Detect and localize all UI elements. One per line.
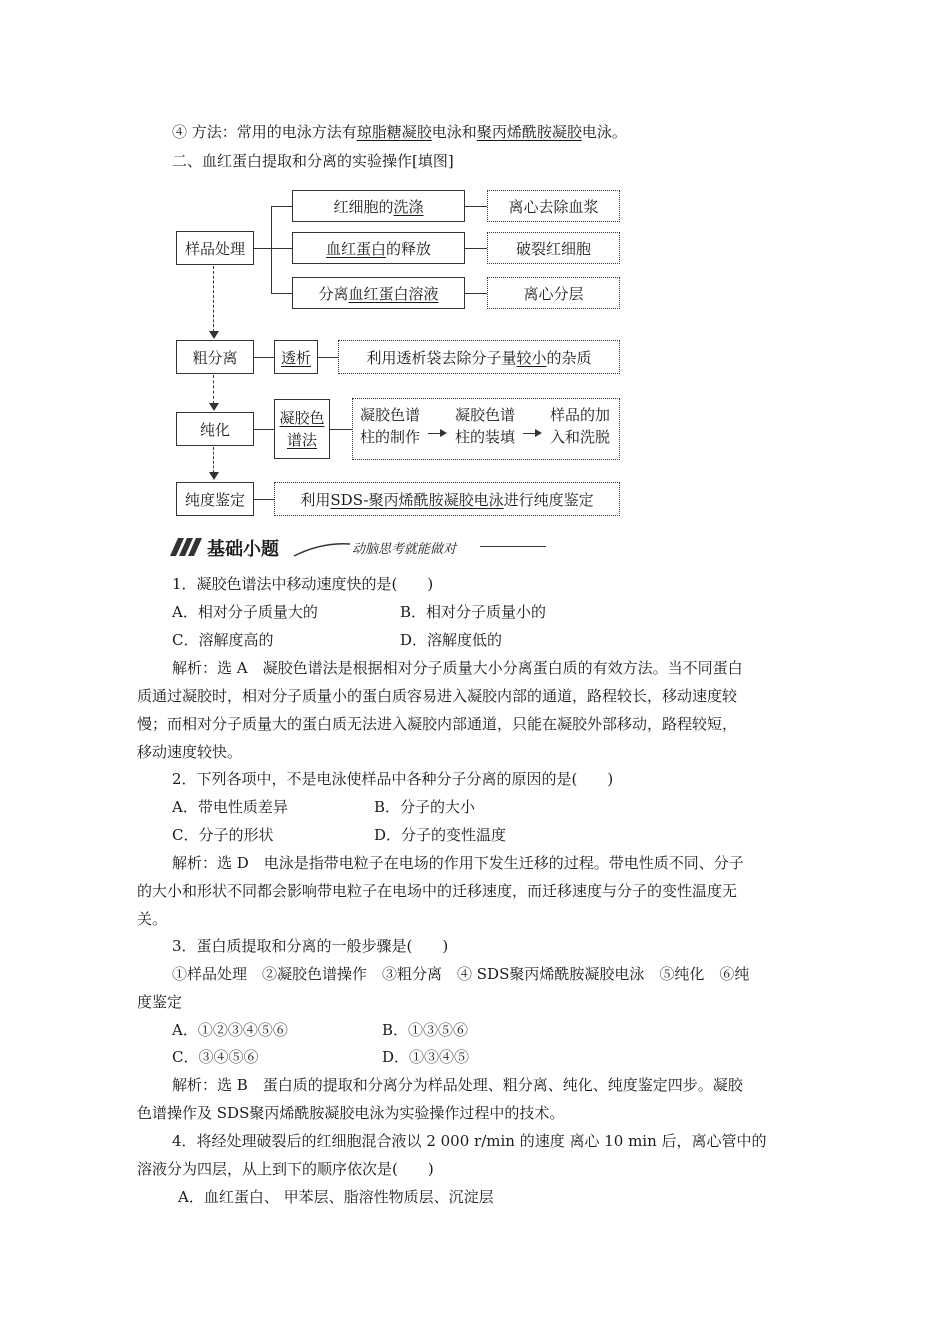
banner-swoosh-icon (292, 540, 352, 558)
q4-option-a: A．血红蛋白、 甲苯层、脂溶性物质层、沉淀层 (178, 1188, 494, 1206)
sample-load-1: 样品的加 (549, 406, 610, 424)
wash-note-box (487, 190, 620, 222)
release-note-box (487, 232, 620, 264)
connector (271, 248, 292, 249)
question-2-stem: 2．下列各项中，不是电泳使样品中各种分子分离的原因的是( ) (172, 770, 614, 788)
q2-analysis-2: 的大小和形状不同都会影响带电粒子在电场中的迁移速度，而迁移速度与分子的变性温度无 (137, 882, 738, 900)
q2-option-c: C．分子的形状 (172, 826, 274, 844)
connector (254, 248, 272, 249)
gel-chromatography-term-1: 凝胶色 (279, 409, 325, 427)
separate-note: 离心分层 (523, 284, 584, 303)
q2-option-d: D．分子的变性温度 (374, 826, 507, 844)
dialysis-note-term: 较小 (516, 348, 547, 367)
flow-arrow-head (209, 472, 219, 480)
q1-analysis-2: 质通过凝胶时，相对分子质量小的蛋白质容易进入凝胶内部的通道，路程较长，移动速度较 (137, 687, 738, 705)
connector (271, 206, 272, 293)
separate-step-term: 血红蛋白溶液 (348, 284, 439, 303)
purity-label: 纯度鉴定 (184, 490, 245, 509)
method-prefix: ④ 方法：常用的电泳方法有 (172, 123, 357, 141)
dialysis-note-prefix: 利用透析袋去除分子量 (366, 348, 517, 367)
release-note: 破裂红细胞 (515, 239, 591, 258)
connector (254, 429, 274, 430)
connector (465, 206, 487, 207)
connector (318, 357, 338, 358)
method-line (172, 122, 627, 142)
q3-option-c: C．③④⑤⑥ (172, 1048, 259, 1066)
coarse-separation-label: 粗分离 (192, 348, 238, 367)
wash-step-term: 洗涤 (393, 197, 424, 216)
question-1-stem: 1．凝胶色谱法中移动速度快的是( ) (172, 575, 434, 593)
q2-analysis-1: 解析：选 D 电泳是指带电粒子在电场的作用下发生迁移的过程。带电性质不同、分子 (172, 854, 744, 872)
separate-step-prefix: 分离 (318, 284, 349, 303)
q2-analysis-3: 关。 (137, 910, 168, 928)
sample-processing-label: 样品处理 (184, 239, 245, 258)
dialysis-box (274, 340, 318, 374)
separate-step-box (292, 277, 465, 309)
purity-box (176, 482, 254, 516)
connector (465, 293, 487, 294)
section-title: 二、血红蛋白提取和分离的实验操作[填图] (172, 152, 454, 170)
q3-option-a: A．①②③④⑤⑥ (172, 1021, 288, 1039)
banner-subtitle: 动脑思考就能做对 (352, 542, 457, 557)
wash-step-prefix: 红细胞的 (333, 197, 394, 216)
q2-option-a: A．带电性质差异 (172, 798, 288, 816)
wash-note: 离心去除血浆 (508, 197, 599, 216)
purity-note-term: SDS-聚丙烯酰胺凝胶电泳 (330, 490, 504, 509)
sample-processing-box (176, 231, 254, 265)
purity-note-box (274, 482, 620, 516)
connector (330, 429, 352, 430)
step-arrow-line (428, 433, 440, 434)
question-4-stem-2: 溶液分为四层，从上到下的顺序依次是( ) (137, 1160, 434, 1178)
banner-title: 基础小题 (207, 539, 279, 560)
dialysis-note-box (338, 340, 620, 374)
q2-option-b: B．分子的大小 (374, 798, 476, 816)
separate-note-box (487, 277, 620, 309)
connector (271, 206, 292, 207)
question-4-stem-1: 4．将经处理破裂后的红细胞混合液以 2 000 r/min 的速度 离心 10 min 后，离心管中的 (172, 1132, 767, 1150)
q3-items-1: ①样品处理 ②凝胶色谱操作 ③粗分离 ④ SDS聚丙烯酰胺凝胶电泳 ⑤纯化 ⑥纯 (172, 965, 750, 983)
connector (254, 357, 274, 358)
purity-note-suffix: 进行纯度鉴定 (503, 490, 594, 509)
flow-arrow-head (209, 403, 219, 411)
coarse-separation-box (176, 340, 254, 374)
column-make-step (352, 404, 428, 448)
column-pack-1: 凝胶色谱 (454, 406, 515, 424)
q1-option-a: A．相对分子质量大的 (172, 603, 318, 621)
q1-analysis-1: 解析：选 A 凝胶色谱法是根据相对分子质量大小分离蛋白质的有效方法。当不同蛋白 (172, 659, 743, 677)
connector (465, 248, 487, 249)
q1-option-c: C．溶解度高的 (172, 631, 274, 649)
flow-arrow-line (213, 375, 214, 404)
polyacrylamide-gel-term: 聚丙烯酰胺凝胶 (476, 123, 582, 141)
q1-option-d: D．溶解度低的 (400, 631, 503, 649)
connector (271, 293, 292, 294)
q3-option-b: B．①③⑤⑥ (382, 1021, 469, 1039)
q1-analysis-3: 慢；而相对分子质量大的蛋白质无法进入凝胶内部通道，只能在凝胶外部移动，路程较短， (137, 715, 738, 733)
gel-chromatography-box (274, 399, 330, 459)
connector (254, 499, 274, 500)
q1-option-b: B．相对分子质量小的 (400, 603, 547, 621)
flow-arrow-head (209, 331, 219, 339)
step-arrow-head (440, 429, 447, 437)
purification-label: 纯化 (199, 420, 230, 439)
step-arrow-line (523, 433, 535, 434)
release-step-suffix: 的释放 (386, 239, 432, 258)
sample-load-2: 入和洗脱 (549, 428, 610, 446)
q3-option-d: D．①③④⑤ (382, 1048, 470, 1066)
q1-analysis-4: 移动速度较快。 (137, 743, 243, 761)
column-make-1: 凝胶色谱 (359, 406, 420, 424)
purification-box (176, 412, 254, 446)
column-pack-2: 柱的装填 (454, 428, 515, 446)
q3-analysis-1: 解析：选 B 蛋白质的提取和分离分为样品处理、粗分离、纯化、纯度鉴定四步。凝胶 (172, 1076, 743, 1094)
method-suffix: 电泳。 (581, 123, 627, 141)
release-step-term: 血红蛋白 (325, 239, 386, 258)
sample-load-step (542, 404, 618, 448)
flow-arrow-line (213, 266, 214, 332)
column-make-2: 柱的制作 (359, 428, 420, 446)
column-pack-step (447, 404, 523, 448)
agarose-gel-term: 琼脂糖凝胶 (356, 123, 432, 141)
q3-items-2: 度鉴定 (137, 993, 183, 1011)
banner-rule (480, 546, 546, 547)
banner-stripes-icon (170, 536, 206, 558)
purity-note-prefix: 利用 (300, 490, 331, 509)
method-mid: 电泳和 (431, 123, 477, 141)
step-arrow-head (535, 429, 542, 437)
question-3-stem: 3．蛋白质提取和分离的一般步骤是( ) (172, 937, 449, 955)
q3-analysis-2: 色谱操作及 SDS聚丙烯酰胺凝胶电泳为实验操作过程中的技术。 (137, 1104, 565, 1122)
gel-chromatography-term-2: 谱法 (286, 431, 317, 449)
release-step-box (292, 232, 465, 264)
wash-step-box (292, 190, 465, 222)
dialysis-term: 透析 (280, 348, 311, 367)
flow-arrow-line (213, 447, 214, 473)
dialysis-note-suffix: 的杂质 (546, 348, 592, 367)
